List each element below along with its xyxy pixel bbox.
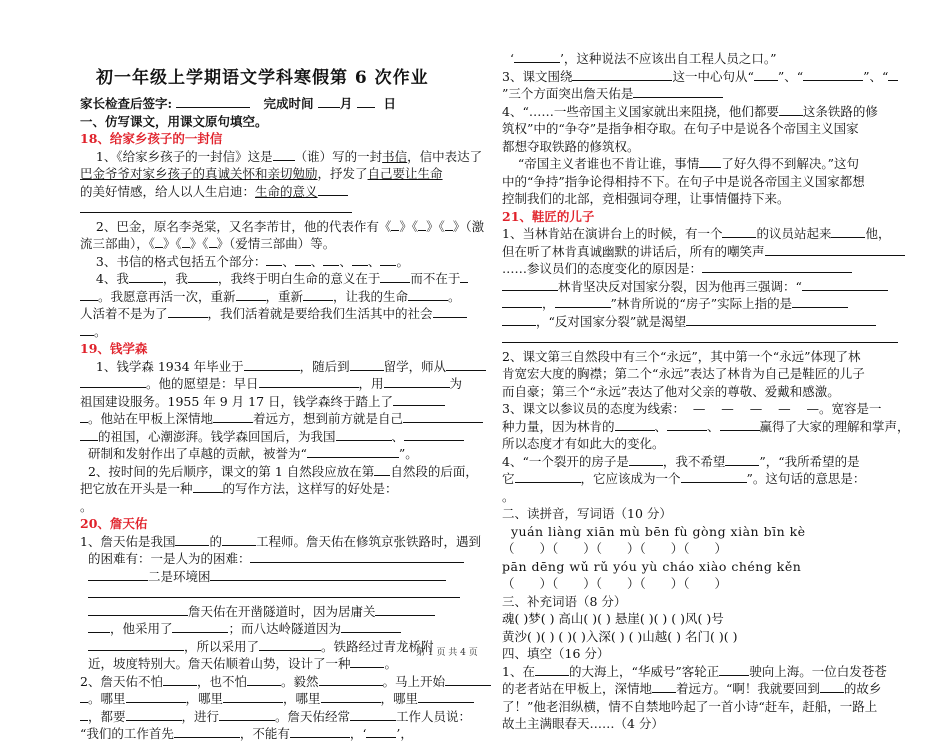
s21-line: ，“反对国家分裂”就是渴望 — [502, 313, 902, 331]
part1-heading: 一、仿写课文，用课文原句填空。 — [80, 113, 268, 129]
s20-line — [80, 585, 480, 603]
s19-line: 。他站在甲板上深情地 着远方，想到前方就是自己 — [80, 410, 480, 428]
s20-line: 1、詹天佑是我国 的 工程师。詹天佑在修筑京张铁路时，遇到 — [80, 533, 481, 549]
s18-line: 流三部曲），《 》《 》《 》（爱情三部曲）等。 — [80, 236, 336, 251]
s18-line: 巴金爷爷对家乡孩子的真诚关怀和亲切勉励，抒发了自己要让生命 — [80, 166, 443, 181]
s21-line: 肯宽宏大度的胸襟；第二个“永远”表达了林肯为自己是鞋匠的儿子 — [502, 366, 865, 381]
idiom-row-2[interactable]: 黄沙( )( ) ( )( )入深( ) ( )山越( ) 名门( )( ) — [502, 628, 738, 644]
answer-paren-row-1[interactable]: （ ）（ ）（ ）（ ）（ ） — [502, 541, 728, 556]
r-line: 4、“……一些帝国主义国家就出来阻挠，他们都要 这条铁路的修 — [502, 103, 878, 119]
section-18-heading: 18、给家乡孩子的一封信 — [80, 131, 223, 146]
s19-line: 祖国建设服务。1955 年 9 月 17 日，钱学森终于踏上了 — [80, 393, 480, 411]
s19-line: 研制和发射作出了卓越的贡献，被誉为“ ”。 — [87, 446, 418, 461]
s19-line: 2、按时间的先后顺序，课文的第 1 自然段应放在第 自然段的后面， — [87, 463, 478, 479]
r-line: 控制我们的北部，竞相强词夺理，让事情僵持下来。 — [502, 191, 790, 206]
s20-line: 的困难有：一是人为的困难： — [80, 550, 480, 568]
section-21-heading: 21、鞋匠的儿子 — [502, 208, 595, 224]
s20-line: 二是环境困 — [80, 568, 480, 586]
s18-line: 3、书信的格式包括五个部分： 、 、 、 、 。 — [95, 253, 409, 269]
p4-line: 故土主满眼春天……（4 分） — [502, 716, 664, 731]
s20-line: 。哪里 ，哪里 ，哪里 ，哪里 — [80, 690, 480, 708]
s21-line: 它 ，它应该成为一个 ”。这句话的意思是： — [502, 471, 866, 486]
r-line: 中的“争持”指争论得相持不下。在句子中是说各帝国主义国家都想 — [502, 173, 865, 189]
s21-line: 但在听了林肯真诚幽默的讲话后，所有的嘲笑声 — [502, 243, 902, 261]
s20-line: ，他采用了 ；而八达岭隧道因为 — [80, 620, 480, 638]
s18-line: 4、我 ，我 ，我终于明白生命的意义在于 而不在于 — [80, 270, 480, 288]
right-column — [502, 50, 910, 733]
s21-line: 而自豪；第三个“永远”表达了他对父亲的尊敬、爱戴和感激。 — [502, 383, 840, 399]
s21-line: 2、课文第三自然段中有三个“永远”，其中第一个“永远”体现了林 — [502, 348, 861, 364]
idiom-row-1[interactable]: 魂( )梦( ) 高山( )( ) 悬崖( )( ) ( )风( )号 — [502, 611, 724, 626]
s18-line: 人活着不是为了 ，我们活着就是要给我们生活其中的社会 — [80, 305, 480, 323]
answer-paren-row-2[interactable]: （ ）（ ）（ ）（ ）（ ） — [502, 576, 728, 591]
s19-line: 。 — [80, 498, 93, 514]
s21-line: ， ”林肯所说的“房子”实际上指的是 — [502, 295, 902, 313]
s20-line: 2、詹天佑不怕 ，也不怕 。毅然 。马上开始 — [80, 673, 480, 691]
r-line: 都想夺取铁路的修筑权。 — [502, 138, 640, 154]
r-line: ”三个方面突出詹天佑是 — [502, 85, 902, 103]
s21-line: 所以态度才有如此大的变化。 — [502, 436, 665, 451]
s20-line: 近，坡度特别大。詹天佑顺着山势，设计了一种 。 — [87, 656, 397, 671]
s19-line: 。他的愿望是：早日 ，用 为 — [80, 375, 480, 393]
s18-line — [80, 200, 480, 218]
s18-line: 。我愿意再活一次，重新 ，重新 ，让我的生命 。 — [80, 288, 480, 306]
p4-line: 的老者站在甲板上，深情地 着远方。“啊！我就要回到 的故乡 — [502, 681, 882, 696]
section-20-heading: 20、詹天佑 — [80, 516, 148, 531]
s21-line: 3、课文以参议员的态度为线索： — — — — —。宽容是一 — [502, 401, 882, 416]
part2-heading: 二、读拼音，写词语（10 分） — [502, 506, 672, 521]
s19-line: 1、钱学森 1934 年毕业于 ，随后到 留学，师从 — [80, 358, 480, 376]
part4-heading: 四、填空（16 分） — [502, 646, 610, 661]
r-line: ‘ ’，这种说法不应该出自工程人员之口。” — [509, 51, 777, 66]
s20-line: 詹天佑在开凿隧道时，因为居庸关 — [80, 603, 480, 621]
pinyin-row-1: yuán liàng xiān mù bēn fù gòng xiàn bīn kè — [510, 523, 806, 539]
s21-line: 种力量，因为林肯的 、 、 赢得了大家的理解和掌声， — [502, 418, 910, 434]
p4-line: 了！”他老泪纵横，情不自禁地吟起了一首小诗“赶车，赶船，一路上 — [502, 698, 878, 714]
s21-line — [502, 330, 902, 348]
s19-line: 把它放在开头是一种 的写作方法，这样写的好处是： — [80, 481, 398, 496]
r-line: 筑权”中的“争夺”是指争相夺取。在句子中是说各个帝国主义国家 — [502, 121, 859, 136]
r-line: 3、课文围绕 这一中心句从“ ”、“ ”、“ — [502, 68, 902, 86]
page-title: 初一年级上学期语文学科寒假第 6 次作业 — [96, 68, 429, 88]
s20-line: “我们的工作首先 ，不能有 ，‘ ’， — [80, 726, 413, 741]
s21-line: 林肯坚决反对国家分裂，因为他再三强调：“ — [502, 278, 902, 296]
section-19-heading: 19、钱学森 — [80, 341, 148, 356]
page-footer: 第 1 页 共 4 页 — [416, 648, 478, 658]
pinyin-row-2: pān dēng wǔ rǔ yóu yù cháo xiào chéng kěn — [502, 558, 802, 574]
s21-line: 。 — [502, 488, 515, 504]
s18-line: 。 — [80, 323, 480, 341]
part3-heading: 三、补充词语（8 分） — [502, 593, 627, 609]
sign-blank[interactable] — [176, 95, 250, 108]
s19-line: 的祖国，心潮澎湃。钱学森回国后，为我国 、 — [80, 428, 480, 446]
s21-line: 4、“一个裂开的房子是 ，我不希望 ”，“我所希望的是 — [502, 453, 860, 469]
s20-line: ，所以采用了 。铁路经过青龙桥附 — [80, 638, 480, 656]
s20-line: ，都要 ，进行 。詹天佑经常 工作人员说： — [80, 708, 480, 726]
r-line: “帝国主义者谁也不肯让谁，事情 了好久得不到解决。”这句 — [517, 156, 859, 171]
s21-line: 1、当林肯站在演讲台上的时候，有一个 的议员站起来 他， — [502, 226, 891, 241]
s18-line: 2、巴金，原名李尧棠，又名李芾甘，他的代表作有《 》《 》《 》（激 — [95, 218, 485, 234]
s18-line: 的美好情感，给人以人生启迪：生命的意义 — [80, 183, 480, 201]
parent-sign-row: 家长检查后签字: 完成时间 月 日 — [80, 96, 397, 111]
p4-line: 1、在 的大海上，“华威号”客轮正 驶向上海。一位白发苍苍 — [502, 663, 887, 679]
s21-line: ……参议员们的态度变化的原因是： — [502, 260, 902, 278]
s18-line: 1、《给家乡孩子的一封信》这是 （谁）写的一封书信，信中表达了 — [95, 148, 483, 164]
